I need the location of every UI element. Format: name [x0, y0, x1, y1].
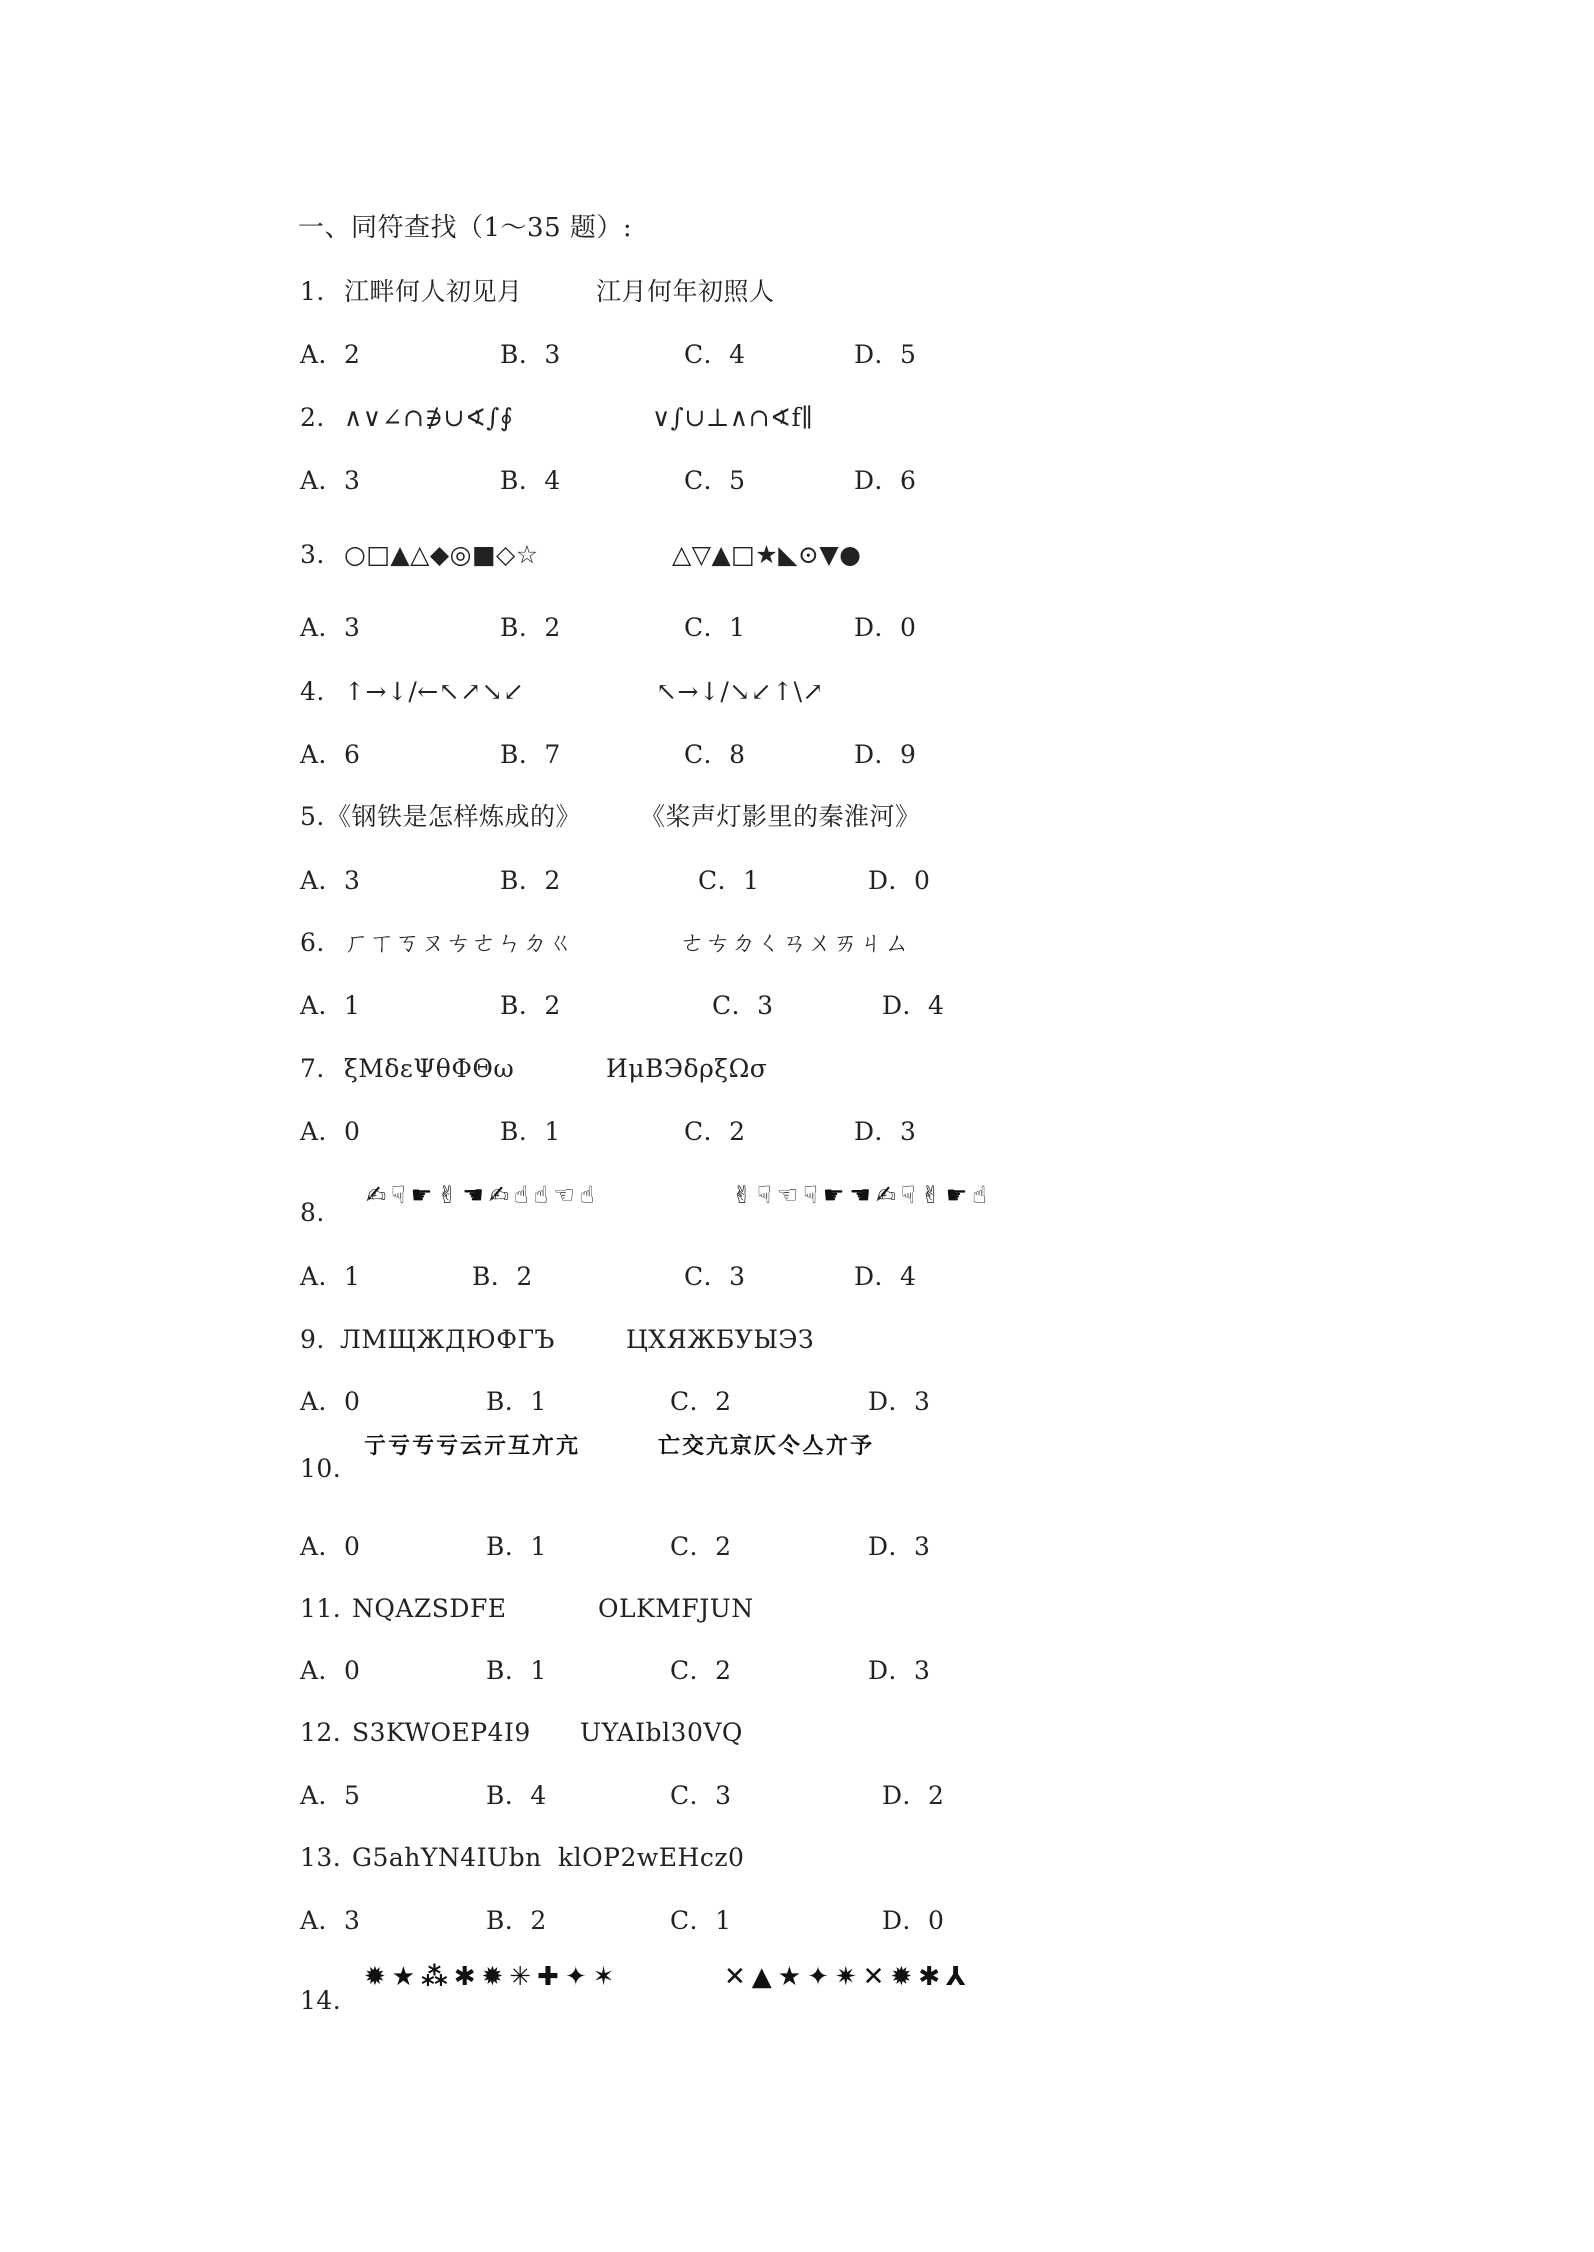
option-c[interactable]: C．2 — [670, 1656, 732, 1685]
question-string-2: 亡交亢京仄仒亼亣予 — [658, 1434, 875, 1459]
question-string-2: ИμBЭδρξΩσ — [606, 1054, 768, 1083]
question-number: 8. — [300, 1198, 325, 1227]
question-string-1: ㄏㄒㄎㄡㄘㄜㄣㄉㄍ — [344, 928, 574, 957]
option-a[interactable]: A．3 — [300, 1906, 361, 1935]
question-string-1: ↑→↓/←↖↗↘↙ — [344, 677, 525, 706]
question-string-2: ЦХЯЖБУЫЭЗ — [626, 1325, 815, 1354]
option-a[interactable]: A．2 — [300, 340, 361, 369]
option-d[interactable]: D．9 — [854, 740, 917, 769]
option-d[interactable]: D．3 — [868, 1532, 931, 1561]
option-b[interactable]: B．2 — [500, 866, 561, 895]
option-d[interactable]: D．0 — [854, 613, 917, 642]
option-c[interactable]: C．3 — [670, 1781, 732, 1810]
question-string-1: 亍亏亐亏云亓互亣亢 — [364, 1434, 581, 1459]
question-string-2: 江月何年初照人 — [596, 277, 775, 306]
question-string-1: ЛМЩЖДЮФГЪ — [340, 1325, 555, 1354]
option-c[interactable]: C．4 — [684, 340, 746, 369]
question-string-1: ○□▲△◆◎■◇☆ — [344, 540, 539, 569]
question-string-1: ✹★⁂✱✹✳✚✦✶ — [364, 1962, 621, 1992]
option-c[interactable]: C．8 — [684, 740, 746, 769]
option-d[interactable]: D．2 — [882, 1781, 945, 1810]
option-d[interactable]: D．4 — [854, 1262, 917, 1291]
option-a[interactable]: A．0 — [300, 1117, 361, 1146]
question-number: 14. — [300, 1986, 342, 2015]
option-c[interactable]: C．1 — [670, 1906, 732, 1935]
option-d[interactable]: D．0 — [868, 866, 931, 895]
question-string-2: △▽▲□★◣⊙▼● — [672, 540, 862, 569]
question-string-1: ξMδεΨθΦΘω — [344, 1054, 515, 1083]
question-number: 6. — [300, 928, 325, 957]
question-number: 7. — [300, 1054, 325, 1083]
option-c[interactable]: C．3 — [684, 1262, 746, 1291]
question-number: 4. — [300, 677, 325, 706]
option-b[interactable]: B．7 — [500, 740, 561, 769]
option-c[interactable]: C．5 — [684, 466, 746, 495]
question-number: 3. — [300, 540, 325, 569]
option-a[interactable]: A．1 — [300, 1262, 361, 1291]
question-string-2: OLKMFJUN — [598, 1594, 754, 1623]
question-string-2: 《桨声灯影里的秦淮河》 — [640, 802, 921, 831]
option-b[interactable]: B．2 — [500, 613, 561, 642]
option-a[interactable]: A．3 — [300, 613, 361, 642]
option-c[interactable]: C．1 — [684, 613, 746, 642]
option-d[interactable]: D．3 — [868, 1387, 931, 1416]
option-b[interactable]: B．1 — [486, 1387, 547, 1416]
option-c[interactable]: C．2 — [670, 1532, 732, 1561]
option-b[interactable]: B．3 — [500, 340, 561, 369]
option-b[interactable]: B．2 — [486, 1906, 547, 1935]
option-b[interactable]: B．4 — [500, 466, 561, 495]
question-string-2: ✌☟☜☟☛☚✍☟✌☛☝ — [732, 1181, 992, 1209]
question-string-1: ✍☟☛✌☚✍☝☝☜☝ — [366, 1181, 600, 1209]
question-string-1: S3KWOEP4I9 — [352, 1718, 531, 1747]
option-a[interactable]: A．0 — [300, 1387, 361, 1416]
question-number: 9. — [300, 1325, 325, 1354]
option-b[interactable]: B．1 — [486, 1656, 547, 1685]
option-b[interactable]: B．2 — [500, 991, 561, 1020]
option-d[interactable]: D．5 — [854, 340, 917, 369]
option-d[interactable]: D．4 — [882, 991, 945, 1020]
question-number: 5. — [300, 802, 325, 831]
question-string-2: klOP2wEHcz0 — [558, 1843, 745, 1872]
option-c[interactable]: C．2 — [670, 1387, 732, 1416]
option-a[interactable]: A．0 — [300, 1532, 361, 1561]
question-number: 11. — [300, 1594, 342, 1623]
question-number: 13. — [300, 1843, 342, 1872]
question-string-1: 江畔何人初见月 — [344, 277, 523, 306]
option-d[interactable]: D．0 — [882, 1906, 945, 1935]
option-b[interactable]: B．2 — [472, 1262, 533, 1291]
option-d[interactable]: D．3 — [868, 1656, 931, 1685]
option-d[interactable]: D．3 — [854, 1117, 917, 1146]
question-string-2: UYAIbl30VQ — [580, 1718, 743, 1747]
option-a[interactable]: A．3 — [300, 466, 361, 495]
question-string-2: ✕▲★✦✷✕✹✱⅄ — [724, 1962, 972, 1992]
question-string-1: G5ahYN4IUbn — [352, 1843, 542, 1872]
question-string-1: ∧∨∠∩∌∪∢∫∮ — [344, 403, 514, 432]
option-c[interactable]: C．2 — [684, 1117, 746, 1146]
section-title: 一、同符查找（1～35 题）: — [298, 213, 633, 243]
option-c[interactable]: C．3 — [712, 991, 774, 1020]
question-number: 2. — [300, 403, 325, 432]
question-number: 10. — [300, 1454, 342, 1483]
option-b[interactable]: B．4 — [486, 1781, 547, 1810]
option-a[interactable]: A．0 — [300, 1656, 361, 1685]
question-string-1: NQAZSDFE — [352, 1594, 507, 1623]
question-string-2: ㄜㄘㄉㄑㄢㄨㄞㄐㄙ — [680, 928, 910, 957]
question-string-2: ∨∫∪⊥∧∩∢f∥ — [652, 403, 814, 432]
question-number: 1. — [300, 277, 325, 306]
option-b[interactable]: B．1 — [486, 1532, 547, 1561]
option-b[interactable]: B．1 — [500, 1117, 561, 1146]
option-a[interactable]: A．3 — [300, 866, 361, 895]
question-string-2: ↖→↓/↘↙↑\↗ — [656, 677, 824, 706]
option-c[interactable]: C．1 — [698, 866, 760, 895]
option-a[interactable]: A．1 — [300, 991, 361, 1020]
question-number: 12. — [300, 1718, 342, 1747]
option-d[interactable]: D．6 — [854, 466, 917, 495]
option-a[interactable]: A．6 — [300, 740, 361, 769]
question-string-1: 《钢铁是怎样炼成的》 — [326, 802, 582, 831]
option-a[interactable]: A．5 — [300, 1781, 361, 1810]
